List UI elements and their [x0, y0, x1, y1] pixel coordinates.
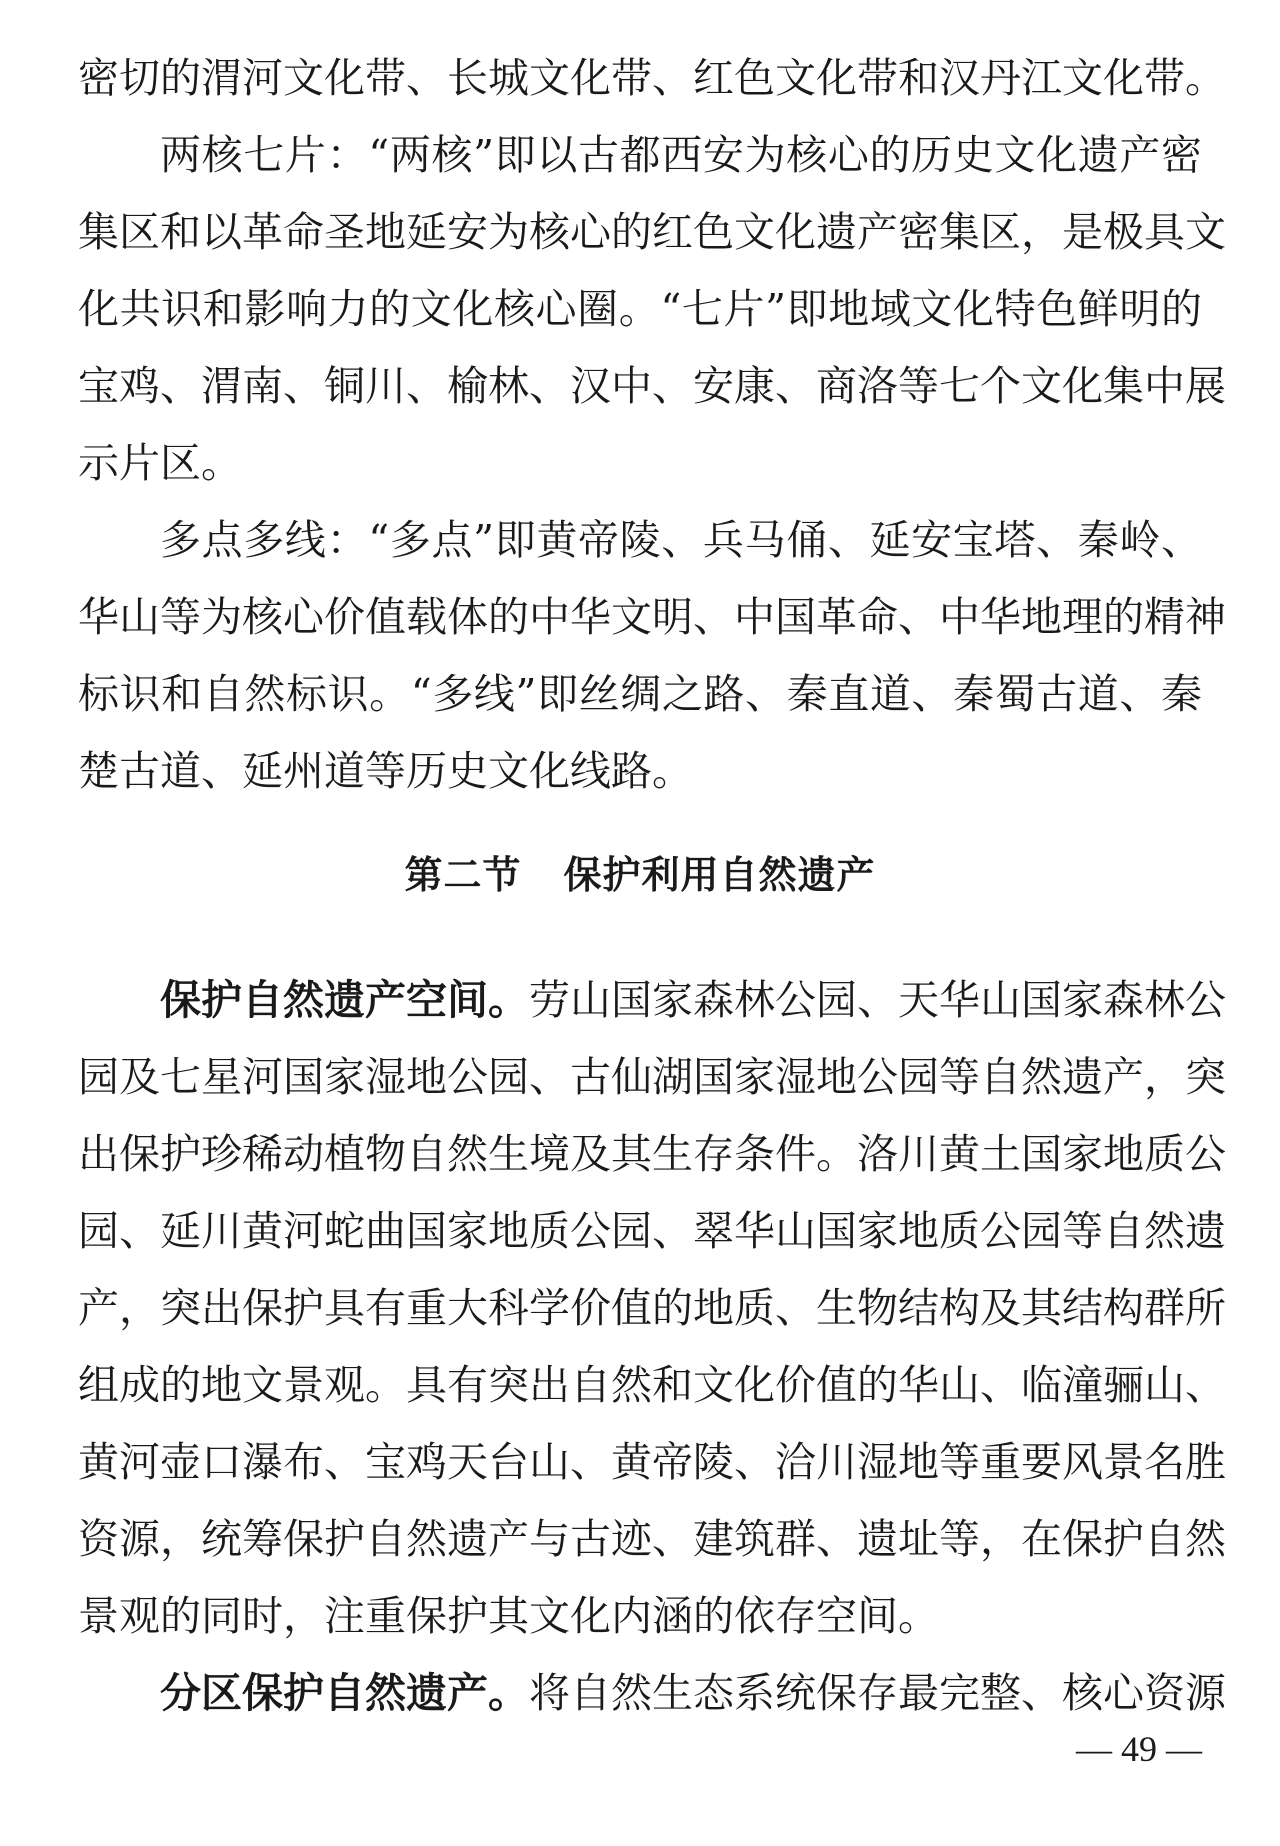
document-page	[78, 40, 1226, 1732]
text-line	[78, 1655, 1226, 1732]
paragraph-two-cores-seven-areas	[78, 117, 1226, 502]
text-line: 宝鸡、渭南、铜川、榆林、汉中、安康、商洛等七个文化集中展	[78, 362, 1226, 410]
text-run: 劳山国家森林公园、天华山国家森林公	[529, 976, 1226, 1024]
section-number: 第二节	[404, 853, 522, 897]
paragraph-protect-natural-heritage-space	[78, 962, 1226, 1655]
text-line: 华山等为核心价值载体的中华文明、中国革命、中华地理的精神	[78, 593, 1226, 641]
text-line: 景观的同时，注重保护其文化内涵的依存空间。	[78, 1592, 939, 1640]
text-run: 将自然生态系统保存最完整、核心资源	[529, 1669, 1226, 1717]
text-line: 园、延川黄河蛇曲国家地质公园、翠华山国家地质公园等自然遗	[78, 1207, 1226, 1255]
text-line: 组成的地文景观。具有突出自然和文化价值的华山、临潼骊山、	[78, 1361, 1226, 1409]
text-line: 化共识和影响力的文化核心圈。“七片”即地域文化特色鲜明的	[78, 285, 1202, 333]
text-line: 两核七片：“两核”即以古都西安为核心的历史文化遗产密	[160, 131, 1202, 179]
text-line: 产，突出保护具有重大科学价值的地质、生物结构及其结构群所	[78, 1284, 1226, 1332]
text-line: 密切的渭河文化带、长城文化带、红色文化带和汉丹江文化带。	[78, 54, 1226, 102]
page-number: — 49 —	[1076, 1729, 1202, 1769]
text-line: 资源，统筹保护自然遗产与古迹、建筑群、遗址等，在保护自然	[78, 1515, 1226, 1563]
section-heading	[78, 830, 1202, 920]
text-line: 园及七星河国家湿地公园、古仙湖国家湿地公园等自然遗产，突	[78, 1053, 1226, 1101]
paragraph-zoned-protection	[78, 1655, 1226, 1732]
text-line: 多点多线：“多点”即黄帝陵、兵马俑、延安宝塔、秦岭、	[160, 516, 1202, 564]
text-line: 集区和以革命圣地延安为核心的红色文化遗产密集区，是极具文	[78, 208, 1226, 256]
text-line: 标识和自然标识。“多线”即丝绸之路、秦直道、秦蜀古道、秦	[78, 670, 1202, 718]
text-line: 示片区。	[78, 439, 242, 487]
paragraph-lead: 分区保护自然遗产。	[160, 1669, 529, 1717]
text-line: 黄河壶口瀑布、宝鸡天台山、黄帝陵、洽川湿地等重要风景名胜	[78, 1438, 1226, 1486]
section-title: 保护利用自然遗产	[563, 853, 876, 897]
paragraph-multi-points-multi-lines	[78, 502, 1226, 810]
paragraph-lead: 保护自然遗产空间。	[160, 976, 529, 1024]
paragraph-cultural-belts	[78, 40, 1226, 117]
text-line	[78, 962, 1226, 1039]
text-line: 楚古道、延州道等历史文化线路。	[78, 747, 693, 795]
text-line: 出保护珍稀动植物自然生境及其生存条件。洛川黄土国家地质公	[78, 1130, 1226, 1178]
